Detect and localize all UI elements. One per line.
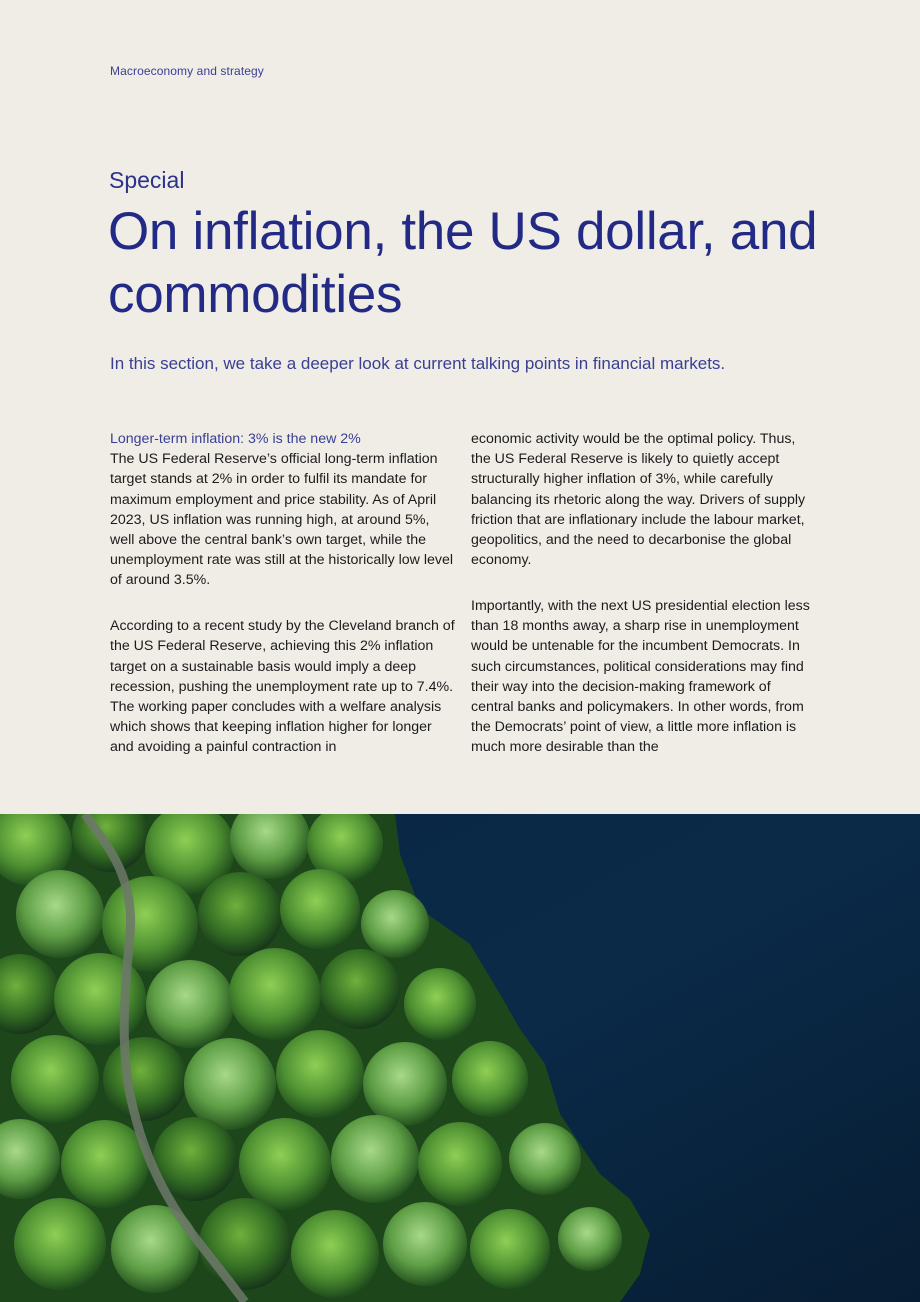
- forest-lake-photo: [0, 814, 920, 1302]
- article-kicker: Special: [109, 167, 185, 193]
- article-subheading: Longer-term inflation: 3% is the new 2%: [110, 431, 361, 447]
- left-column: [110, 429, 455, 783]
- paragraph: Importantly, with the next US presidential election less than 18 months away, a sharp rise in unemployment would be untenable for the incumbent Democrats. In such circumstances, political considerations may find their way into the decision-making framework of central banks and policymakers. In other words, from the Democrats’ point of view, a little more inflation is much more desirable than the: [471, 597, 810, 756]
- article-lede: In this section, we take a deeper look at current talking points in financial markets.: [110, 354, 726, 373]
- paragraph: [110, 429, 455, 591]
- paragraph: economic activity would be the optimal policy. Thus, the US Federal Reserve is likely to quietly accept structurally higher inflation of 3%, while carefully balancing its rhetoric along the way. Drivers of supply friction that are inflationary include the labour market, geopolitics, and the need to decarbonise the global economy.: [471, 431, 806, 569]
- paragraph: According to a recent study by the Cleveland branch of the US Federal Reserve, achieving this 2% inflation target on a sustainable basis would imply a deep recession, pushing the unemployment rate up to 7.4%. The working paper concludes with a welfare analysis which shows that keeping inflation higher for longer and avoiding a painful contraction in: [110, 618, 455, 756]
- section-label: Macroeconomy and strategy: [110, 64, 264, 78]
- paragraph-text: The US Federal Reserve’s official long-term inflation target stands at 2% in order to fulfil its mandate for maximum employment and price stability. As of April 2023, US inflation was running high, at around 5%, well above the central bank’s own target, while the unemployment rate was still at the historically low level of around 3.5%.: [110, 451, 454, 589]
- article-title: On inflation, the US dollar, and commodities: [108, 202, 818, 324]
- right-column: [471, 429, 813, 783]
